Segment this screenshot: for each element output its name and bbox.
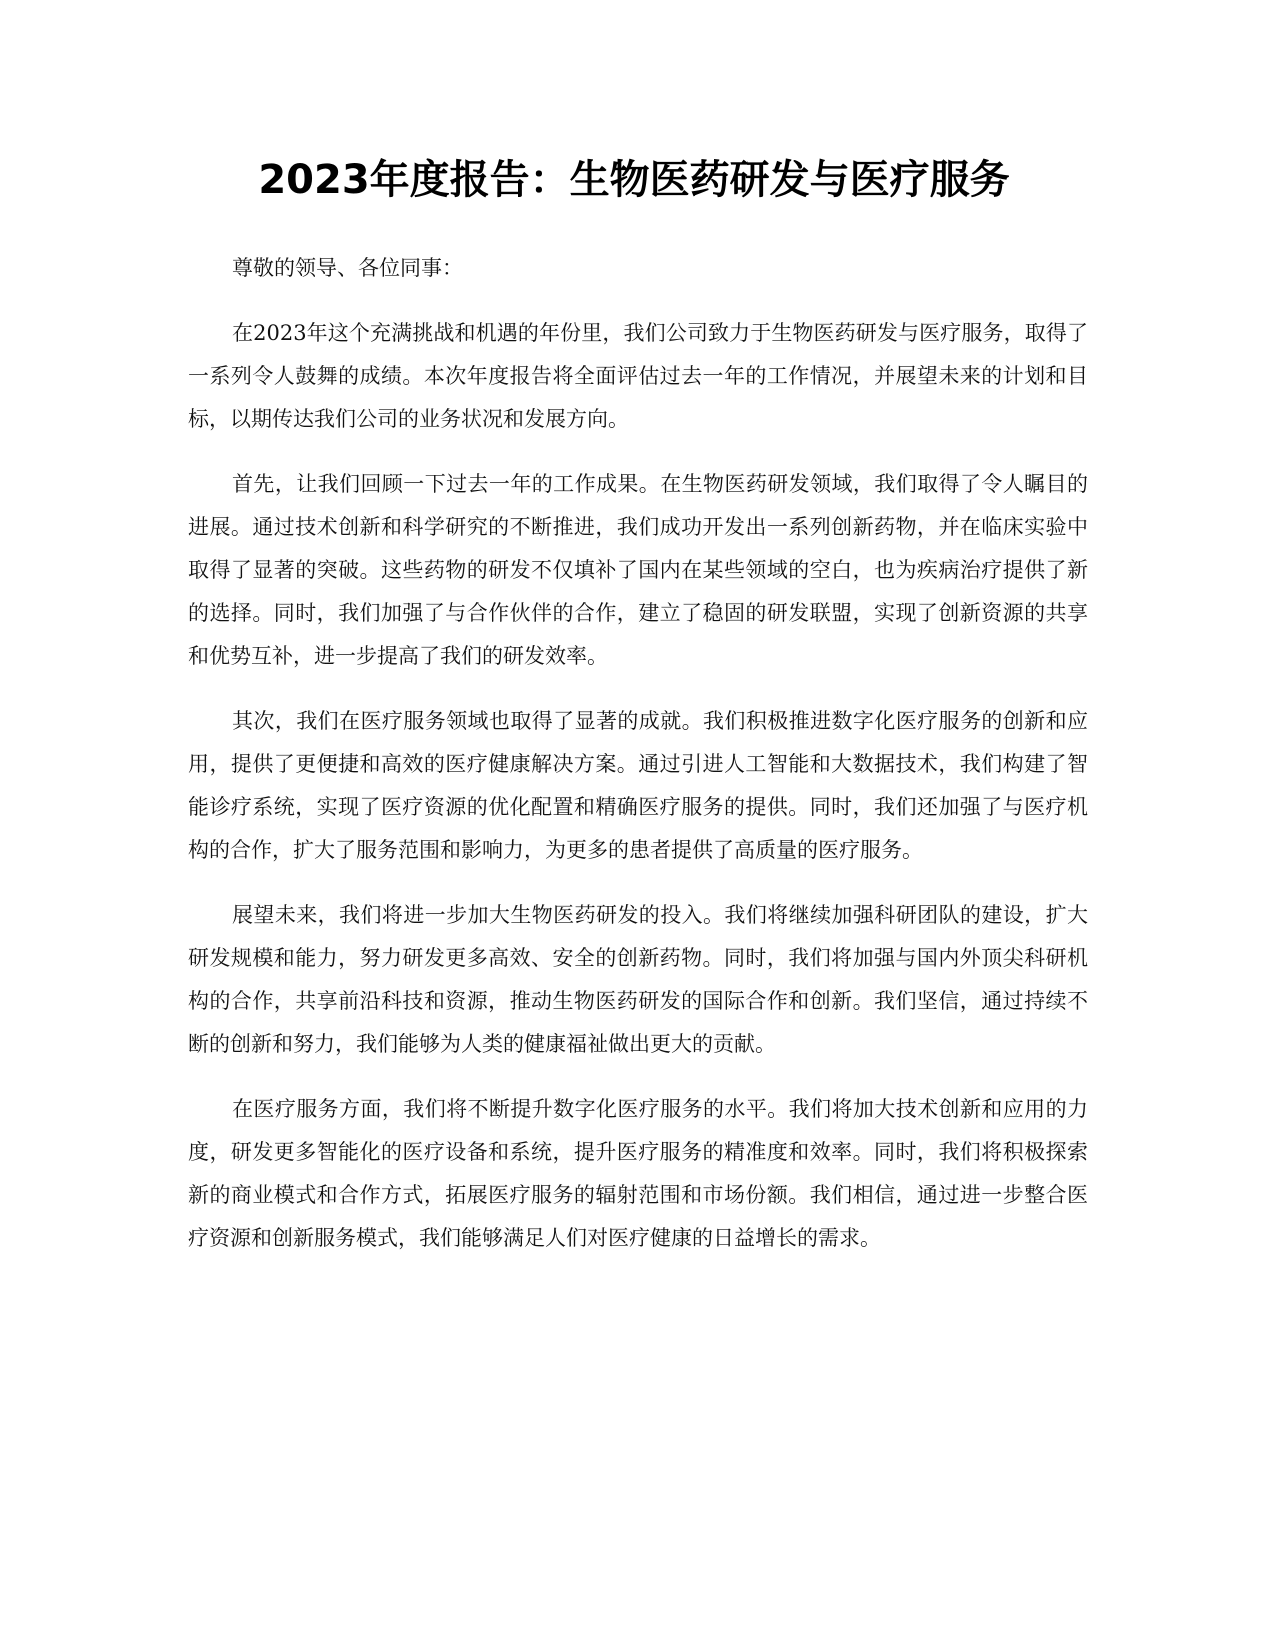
document-body bbox=[188, 247, 1088, 1282]
salutation: 尊敬的领导、各位同事： bbox=[232, 256, 463, 280]
document-title: 2023年度报告：生物医药研发与医疗服务 bbox=[258, 157, 1010, 203]
paragraph-intro: 在2023年这个充满挑战和机遇的年份里，我们公司致力于生物医药研发与医疗服务，取得了一系列令人鼓舞的成绩。本次年度报告将全面评估过去一年的工作情况，并展望未来的计划和目标，以期传达我们公司的业务状况和发展方向。 bbox=[188, 321, 1088, 431]
paragraph-outlook-rd: 展望未来，我们将进一步加大生物医药研发的投入。我们将继续加强科研团队的建设，扩大研发规模和能力，努力研发更多高效、安全的创新药物。同时，我们将加强与国内外顶尖科研机构的合作，共享前沿科技和资源，推动生物医药研发的国际合作和创新。我们坚信，通过持续不断的创新和努力，我们能够为人类的健康福祉做出更大的贡献。 bbox=[188, 903, 1088, 1056]
paragraph-outlook-medical: 在医疗服务方面，我们将不断提升数字化医疗服务的水平。我们将加大技术创新和应用的力度，研发更多智能化的医疗设备和系统，提升医疗服务的精准度和效率。同时，我们将积极探索新的商业模式和合作方式，拓展医疗服务的辐射范围和市场份额。我们相信，通过进一步整合医疗资源和创新服务模式，我们能够满足人们对医疗健康的日益增长的需求。 bbox=[188, 1097, 1088, 1250]
paragraph-achievements-medical: 其次，我们在医疗服务领域也取得了显著的成就。我们积极推进数字化医疗服务的创新和应用，提供了更便捷和高效的医疗健康解决方案。通过引进人工智能和大数据技术，我们构建了智能诊疗系统，实现了医疗资源的优化配置和精确医疗服务的提供。同时，我们还加强了与医疗机构的合作，扩大了服务范围和影响力，为更多的患者提供了高质量的医疗服务。 bbox=[188, 709, 1088, 862]
paragraph-achievements-rd: 首先，让我们回顾一下过去一年的工作成果。在生物医药研发领域，我们取得了令人瞩目的进展。通过技术创新和科学研究的不断推进，我们成功开发出一系列创新药物，并在临床实验中取得了显著的突破。这些药物的研发不仅填补了国内在某些领域的空白，也为疾病治疗提供了新的选择。同时，我们加强了与合作伙伴的合作，建立了稳固的研发联盟，实现了创新资源的共享和优势互补，进一步提高了我们的研发效率。 bbox=[188, 472, 1088, 668]
